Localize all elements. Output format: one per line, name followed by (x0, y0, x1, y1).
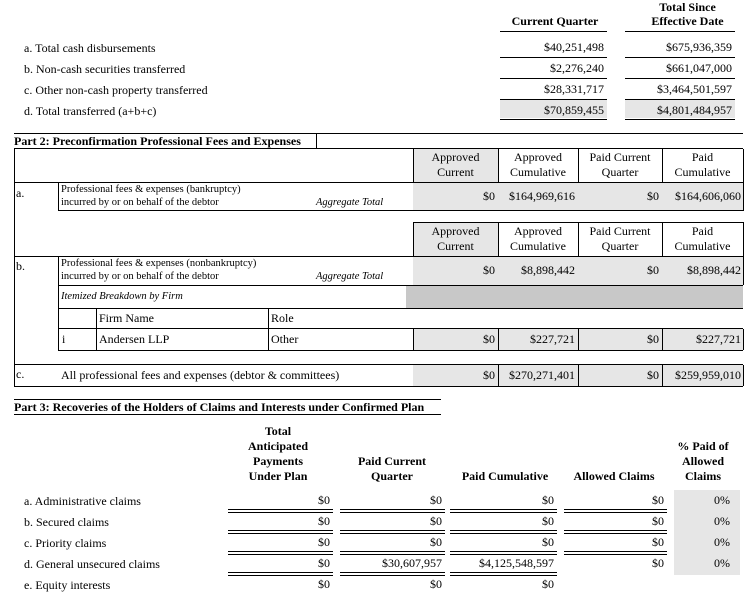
part1-row-label: b. Non-cash securities transferred (24, 62, 186, 76)
part3-row-anticipated: $0 (318, 514, 330, 528)
part2-b-itemized-label: Itemized Breakdown by Firm (61, 291, 183, 302)
hdr-anticipated-l1: Total (264, 424, 292, 438)
hdr-approved-cum-l2: Cumulative (510, 165, 566, 179)
part3-row-paid-current: $0 (430, 493, 442, 507)
part2-a-desc-l1: Professional fees & expenses (bankruptcy) (61, 184, 241, 195)
part3-row-paid-current: $0 (430, 535, 442, 549)
part2-c-paid-current: $0 (647, 368, 659, 382)
hdr-approved-cum-l1: Approved (514, 150, 562, 164)
hdr-b-approved-current-l2: Current (437, 239, 474, 253)
part1-row-label: a. Total cash disbursements (24, 41, 156, 55)
part1-row-label: c. Other non-cash property transferred (24, 83, 208, 97)
firm-row-role: Other (271, 332, 299, 346)
part2-b-desc-l2: incurred by or on behalf of the debtor (61, 271, 219, 282)
hdr-anticipated-l4: Under Plan (248, 469, 308, 483)
part3-title: Part 3: Recoveries of the Holders of Claims and Interests under Confirmed Plan (14, 400, 425, 414)
part1-row-total: $675,936,359 (666, 40, 732, 54)
part1-row-total: $3,464,501,597 (657, 82, 732, 96)
part2-a-approved-current: $0 (483, 189, 495, 203)
hdr-p3-paid-current-l2: Quarter (371, 469, 413, 483)
part3-row-pct: 0% (714, 556, 730, 570)
part3-row-paid-current: $0 (430, 577, 442, 591)
hdr-p3-paid-cum: Paid Cumulative (461, 469, 549, 483)
part3-row-label: b. Secured claims (24, 515, 109, 529)
firm-row-paid-current: $0 (647, 332, 659, 346)
col-total-since-header-l2: Effective Date (651, 14, 724, 28)
part3-row-allowed: $0 (652, 556, 664, 570)
part3-row-anticipated: $0 (318, 577, 330, 591)
firm-row-approved-current: $0 (483, 332, 495, 346)
hdr-b-paid-cum-l1: Paid (691, 224, 714, 238)
hdr-paid-current-l1: Paid Current (589, 150, 651, 164)
part3-row-anticipated: $0 (318, 493, 330, 507)
firm-row-paid-cum: $227,721 (696, 332, 741, 346)
part2-c-label: All professional fees and expenses (debtor & committees) (61, 368, 340, 382)
part2-c-marker: c. (16, 367, 25, 381)
hdr-b-paid-current-l2: Quarter (601, 239, 639, 253)
part2-b-paid-cum: $8,898,442 (687, 263, 741, 277)
hdr-paid-current-l2: Quarter (601, 165, 639, 179)
part2-a-marker: a. (16, 186, 25, 200)
hdr-anticipated-l3: Payments (253, 454, 303, 468)
part3-row-paid-cum: $0 (542, 535, 554, 549)
part2-b-marker: b. (16, 259, 25, 273)
part2-c-approved-cum: $270,271,401 (509, 368, 575, 382)
part3-row-paid-current: $30,607,957 (382, 556, 442, 570)
part2-a-aggregate-label: Aggregate Total (316, 197, 384, 208)
part2-c-approved-current: $0 (483, 368, 495, 382)
part3-row-paid-cum: $0 (542, 577, 554, 591)
firm-row-approved-cum: $227,721 (530, 332, 575, 346)
role-col-header: Role (271, 311, 294, 325)
part3-row-paid-cum: $0 (542, 493, 554, 507)
firm-row-name: Andersen LLP (99, 332, 170, 346)
col-current-quarter-header: Current Quarter (511, 14, 599, 28)
part2-c-paid-cum: $259,959,010 (675, 368, 741, 382)
part2-a-paid-cum: $164,606,060 (675, 189, 741, 203)
part3-row-paid-current: $0 (430, 514, 442, 528)
hdr-b-paid-cum-l2: Cumulative (674, 239, 731, 253)
part3-row-label: a. Administrative claims (24, 494, 141, 508)
part2-b-desc-l1: Professional fees & expenses (nonbankruptcy) (61, 258, 257, 269)
hdr-p3-allowed: Allowed Claims (573, 469, 655, 483)
hdr-approved-current-l1: Approved (431, 150, 480, 164)
hdr-p3-pct-l3: Claims (685, 469, 721, 483)
col-total-since-header-l1: Total Since (659, 0, 716, 14)
part1-row-total: $661,047,000 (666, 61, 732, 75)
part3-row-allowed: $0 (652, 514, 664, 528)
hdr-p3-pct-l1: % Paid of (677, 439, 729, 453)
part3-row-allowed: $0 (652, 493, 664, 507)
hdr-paid-cum-l2: Cumulative (674, 165, 731, 179)
part2-b-approved-current: $0 (483, 263, 495, 277)
part2-a-approved-cum: $164,969,616 (509, 189, 575, 203)
part2-a-paid-current: $0 (647, 189, 659, 203)
part3-row-anticipated: $0 (318, 535, 330, 549)
part3-row-paid-cum: $4,125,548,597 (479, 556, 554, 570)
hdr-b-paid-current-l1: Paid Current (589, 224, 651, 238)
part1-row-current: $70,859,455 (544, 103, 604, 117)
part3-row-allowed: $0 (652, 535, 664, 549)
hdr-p3-paid-current-l1: Paid Current (357, 454, 427, 468)
part3-row-label: d. General unsecured claims (24, 557, 160, 571)
part3-row-pct: 0% (714, 535, 730, 549)
part2-title: Part 2: Preconfirmation Professional Fees and Expenses (14, 134, 301, 148)
hdr-p3-pct-l2: Allowed (682, 454, 724, 468)
part1-row-label: d. Total transferred (a+b+c) (24, 104, 157, 118)
part3-row-anticipated: $0 (318, 556, 330, 570)
hdr-b-approved-cum-l2: Cumulative (510, 239, 566, 253)
hdr-approved-current-l2: Current (437, 165, 474, 179)
part2-b-paid-current: $0 (647, 263, 659, 277)
part3-row-pct: 0% (714, 514, 730, 528)
part3-row-label: e. Equity interests (24, 578, 111, 592)
part2-title-bar (14, 133, 743, 149)
firm-name-col-header: Firm Name (99, 311, 154, 325)
part1-row-current: $2,276,240 (550, 61, 604, 75)
part1-row-total: $4,801,484,957 (657, 103, 732, 117)
firm-row-index: i (62, 332, 66, 346)
part2-a-desc-l2: incurred by or on behalf of the debtor (61, 197, 219, 208)
hdr-b-approved-cum-l1: Approved (514, 224, 562, 238)
part1-row-current: $28,331,717 (544, 82, 604, 96)
part3-row-paid-cum: $0 (542, 514, 554, 528)
part2-b-aggregate-label: Aggregate Total (316, 271, 384, 282)
part3-title-bar (14, 399, 441, 415)
hdr-anticipated-l2: Anticipated (248, 439, 308, 453)
part3-row-label: c. Priority claims (24, 536, 107, 550)
part1-row-current: $40,251,498 (544, 40, 604, 54)
hdr-b-approved-current-l1: Approved (431, 224, 480, 238)
hdr-paid-cum-l1: Paid (691, 150, 714, 164)
part2-b-approved-cum: $8,898,442 (521, 263, 575, 277)
part3-row-pct: 0% (714, 493, 730, 507)
